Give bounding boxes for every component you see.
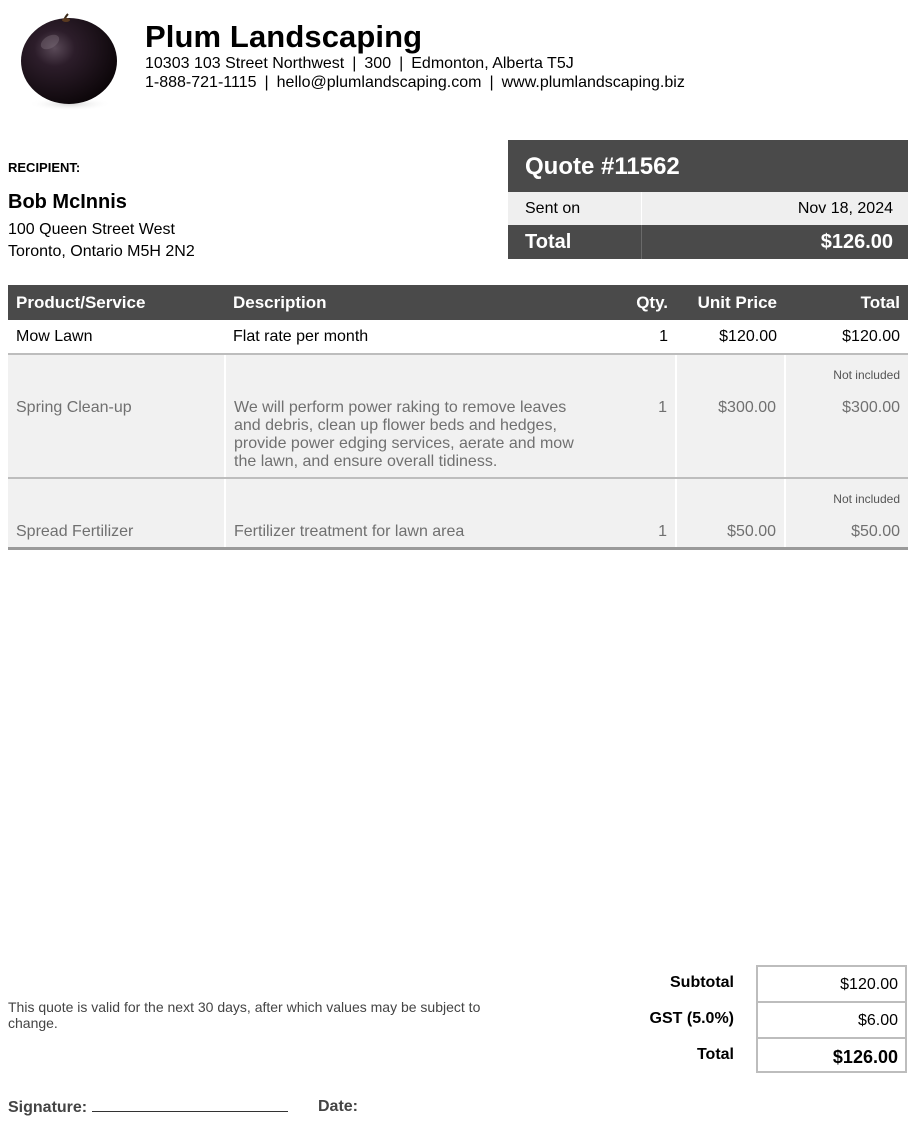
item-total-cell [785,354,908,478]
subtotal-value: $120.00 [756,965,907,1001]
not-included-note: Not included [833,368,900,382]
company-header [145,20,685,92]
grand-total-value: $126.00 [756,1037,907,1073]
subtotal-label: Subtotal [670,974,734,991]
header-description: Description [225,285,609,320]
grand-total-row [620,1037,909,1073]
tax-label: GST (5.0%) [649,1010,734,1027]
quote-sent-row [508,192,908,225]
item-qty: 1 [609,354,676,478]
item-description: Fertilizer treatment for lawn area [225,478,609,548]
quote-total-row [508,225,908,259]
sent-label: Sent on [525,199,581,217]
separator: | [264,74,269,91]
header-total: Total [785,285,908,320]
item-price: $300.00 [676,354,785,478]
signature-line[interactable] [92,1098,288,1112]
signature-label: Signature: [8,1099,88,1116]
item-description-cell [225,354,609,478]
company-phone: 1-888-721-1115 [145,74,257,91]
header-product: Product/Service [8,285,225,320]
tax-value: $6.00 [756,1001,907,1037]
item-product: Spring Clean-up [8,354,225,478]
date-field[interactable] [318,1098,358,1116]
quote-number: Quote #11562 [508,140,908,192]
item-price: $120.00 [676,320,785,354]
recipient-address-line-2: Toronto, Ontario M5H 2N2 [8,243,195,260]
separator: | [399,55,404,72]
recipient-name: Bob McInnis [8,191,127,213]
table-header-row [8,285,908,320]
company-name: Plum Landscaping [145,19,423,54]
tax-row [620,1001,909,1037]
item-description: Flat rate per month [225,320,609,354]
validity-note: This quote is valid for the next 30 days, after which values may be subject to change. [8,999,481,1031]
item-qty: 1 [609,478,676,548]
grand-total-label: Total [696,1046,734,1063]
item-price: $50.00 [676,478,785,548]
item-total: $120.00 [785,320,908,354]
item-qty: 1 [609,320,676,354]
item-description: We will perform power raking to remove leaves and debris, clean up flower beds and hedges, provide power edging services, aerate and mow the lawn, and ensure overall tidiness. [234,399,574,470]
company-email[interactable]: hello@plumlandscaping.com [276,74,482,91]
totals-summary [620,965,909,1073]
recipient-label: RECIPIENT: [8,160,81,175]
subtotal-row [620,965,909,1001]
quote-summary-box [508,140,908,259]
signature-field[interactable] [8,1098,288,1117]
company-website[interactable]: www.plumlandscaping.biz [501,74,685,91]
separator: | [489,74,494,91]
plum-logo-icon [18,12,120,112]
table-row [8,354,908,478]
header-qty: Qty. [609,285,676,320]
date-label: Date: [318,1098,359,1115]
item-total-cell [785,478,908,548]
company-contact [145,73,685,92]
header-unit-price: Unit Price [676,285,785,320]
separator: | [352,55,357,72]
company-address [145,54,685,73]
quote-total-label: Total [525,230,572,253]
not-included-note: Not included [833,492,900,506]
item-product: Spread Fertilizer [8,478,225,548]
sent-date: Nov 18, 2024 [641,192,908,225]
company-street: 10303 103 Street Northwest [145,55,345,72]
item-total: $50.00 [851,523,900,540]
company-city: Edmonton, Alberta T5J [411,55,574,72]
line-items-table [8,285,908,550]
item-product: Mow Lawn [8,320,225,354]
quote-total-value: $126.00 [641,225,908,259]
item-total: $300.00 [842,399,900,416]
recipient-address-line-1: 100 Queen Street West [8,221,175,238]
table-row [8,478,908,548]
table-row [8,320,908,354]
company-unit: 300 [364,55,392,72]
